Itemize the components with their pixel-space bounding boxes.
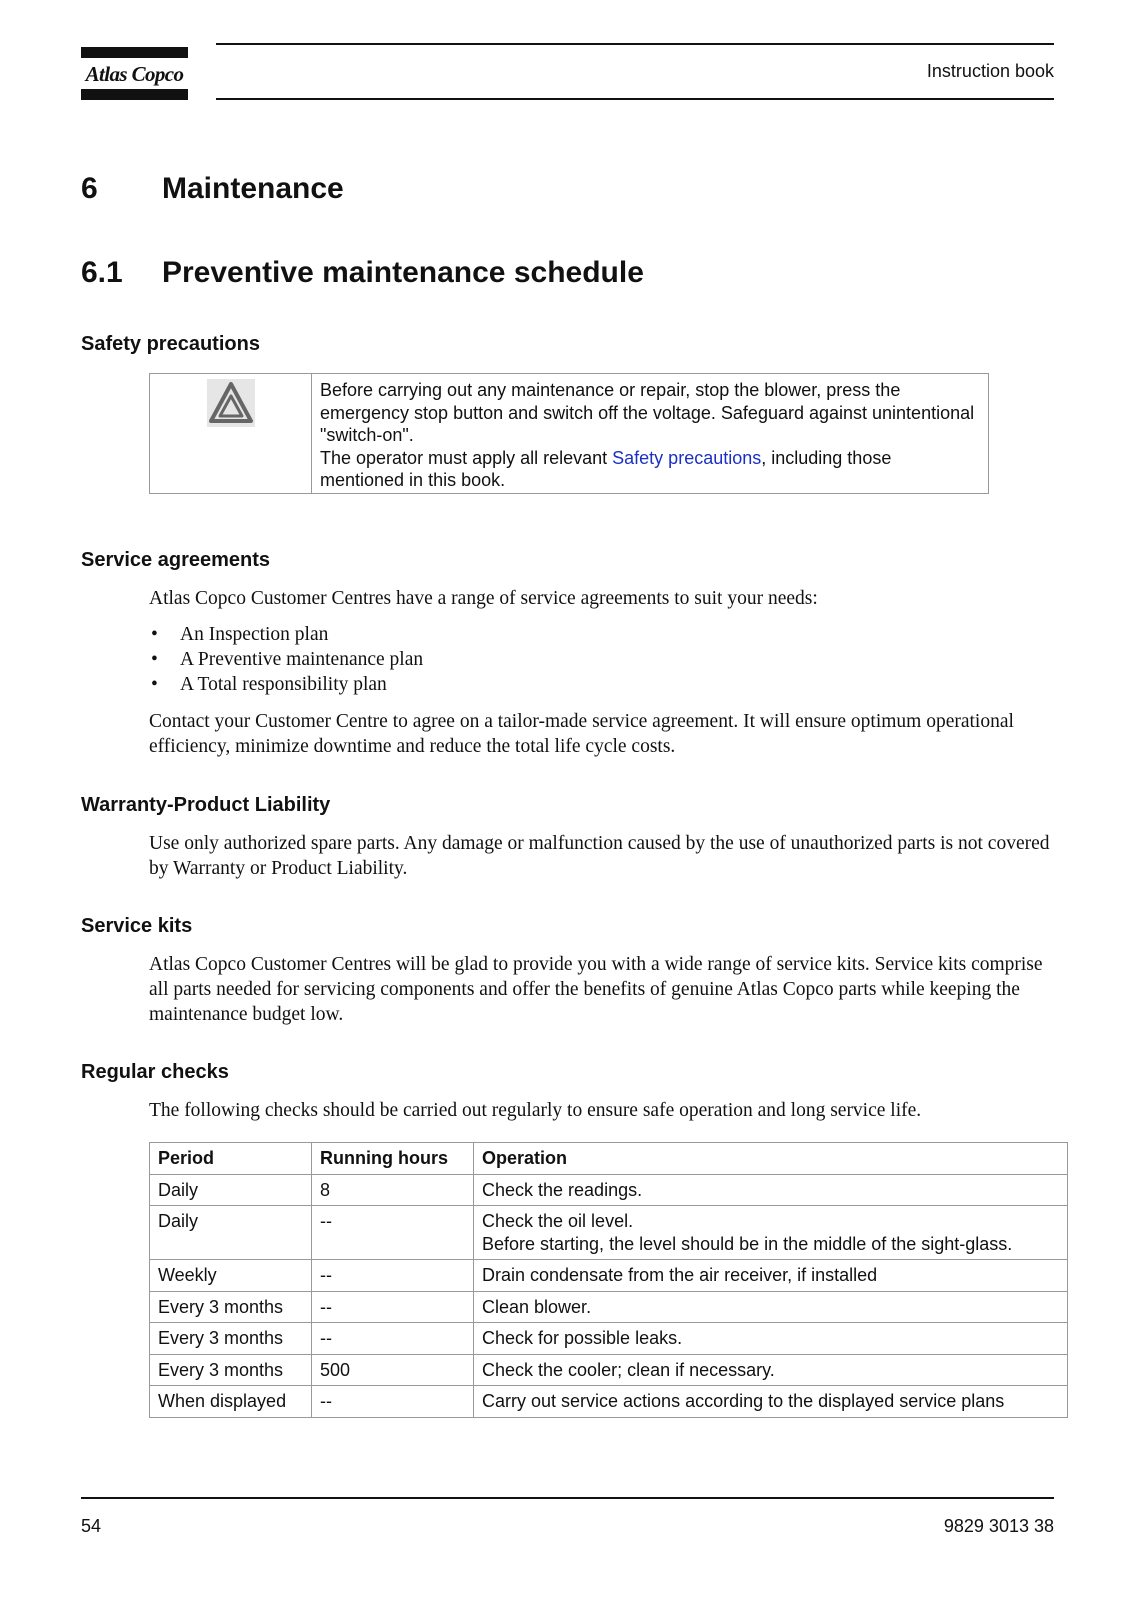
section-heading (81, 256, 644, 290)
cell-operation (474, 1206, 1068, 1260)
logo-bar-top (81, 47, 188, 58)
cell-hours: -- (312, 1323, 474, 1355)
cell-hours: -- (312, 1386, 474, 1418)
chapter-title: Maintenance (162, 172, 344, 205)
table-row (150, 1323, 1068, 1355)
column-header-period: Period (150, 1143, 312, 1175)
cell-operation: Check the cooler; clean if necessary. (474, 1354, 1068, 1386)
table-row (150, 1174, 1068, 1206)
atlas-copco-logo (81, 47, 188, 100)
cell-hours: -- (312, 1291, 474, 1323)
safety-notice-line2-start: The operator must apply all relevant (320, 447, 613, 468)
cell-period: Weekly (150, 1260, 312, 1292)
list-item: • An Inspection plan (151, 624, 329, 645)
chapter-number: 6 (81, 172, 98, 205)
service-agreements-intro: Atlas Copco Customer Centres have a range of service agreements to suit your needs: (149, 588, 818, 609)
cell-period: Every 3 months (150, 1323, 312, 1355)
header-rule-top (216, 43, 1054, 45)
cell-period: Every 3 months (150, 1354, 312, 1386)
cell-period: Daily (150, 1206, 312, 1260)
cell-operation-line1: Check the oil level. (482, 1211, 634, 1231)
list-item-label: A Total responsibility plan (180, 674, 387, 695)
service-kits-heading: Service kits (81, 915, 193, 937)
service-agreements-heading: Service agreements (81, 549, 271, 571)
cell-period: Every 3 months (150, 1291, 312, 1323)
table-header-row (150, 1143, 1068, 1175)
list-item-label: An Inspection plan (180, 624, 329, 645)
cell-hours: 8 (312, 1174, 474, 1206)
column-header-operation: Operation (474, 1143, 1068, 1175)
warning-triangle-icon (207, 379, 255, 427)
header-rule-bottom (216, 98, 1054, 100)
service-agreements-closing: Contact your Customer Centre to agree on a tailor-made service agreement. It will ensure optimum operational efficiency, minimize downtime and reduce the total life cycle costs. (149, 711, 1014, 757)
logo-bar-bottom (81, 89, 188, 100)
table-row (150, 1260, 1068, 1292)
regular-checks-intro: The following checks should be carried out regularly to ensure safe operation and long service life. (149, 1100, 922, 1121)
safety-notice-line1: Before carrying out any maintenance or repair, stop the blower, press the emergency stop button and switch off the voltage. Safeguard against unintentional "switch-on". (320, 380, 975, 445)
list-item: • A Preventive maintenance plan (151, 649, 424, 670)
warranty-text: Use only authorized spare parts. Any damage or malfunction caused by the use of unauthorized parts is not covered by Warranty or Product Liability. (149, 833, 1050, 879)
chapter-heading (81, 172, 344, 206)
safety-precautions-heading: Safety precautions (81, 333, 260, 355)
column-header-running-hours: Running hours (312, 1143, 474, 1175)
regular-checks-table (149, 1142, 1068, 1418)
safety-notice-text (312, 374, 988, 493)
page-number: 54 (81, 1516, 102, 1536)
safety-precautions-link[interactable]: Safety precautions (612, 447, 762, 468)
service-agreements-list (149, 622, 423, 697)
safety-icon-cell (150, 374, 312, 493)
document-number: 9829 3013 38 (943, 1516, 1054, 1536)
safety-notice-line2 (320, 447, 980, 492)
cell-period: Daily (150, 1174, 312, 1206)
section-title: Preventive maintenance schedule (162, 256, 644, 289)
safety-notice-box (149, 373, 989, 494)
warranty-heading: Warranty-Product Liability (81, 794, 331, 816)
section-number: 6.1 (81, 256, 123, 289)
table-row (150, 1354, 1068, 1386)
cell-operation: Check the readings. (474, 1174, 1068, 1206)
cell-operation: Clean blower. (474, 1291, 1068, 1323)
cell-hours: -- (312, 1206, 474, 1260)
cell-operation: Carry out service actions according to the displayed service plans (474, 1386, 1068, 1418)
service-kits-text: Atlas Copco Customer Centres will be glad to provide you with a wide range of service kits. Service kits comprise all parts needed for servicing components and offer the benefits of genuine Atlas Copco parts while keeping the maintenance budget low. (149, 954, 1043, 1025)
header-doc-type: Instruction book (926, 61, 1054, 81)
cell-hours: -- (312, 1260, 474, 1292)
safety-notice-line2-end: , including those mentioned in this book. (320, 447, 892, 490)
table-row (150, 1291, 1068, 1323)
cell-operation: Drain condensate from the air receiver, if installed (474, 1260, 1068, 1292)
cell-hours: 500 (312, 1354, 474, 1386)
regular-checks-heading: Regular checks (81, 1061, 229, 1083)
footer-rule (81, 1497, 1054, 1499)
table-row (150, 1386, 1068, 1418)
logo-wordmark: Atlas Copco (85, 62, 184, 86)
cell-operation-line2: Before starting, the level should be in the middle of the sight-glass. (482, 1233, 1013, 1254)
cell-period: When displayed (150, 1386, 312, 1418)
cell-operation: Check for possible leaks. (474, 1323, 1068, 1355)
table-row (150, 1206, 1068, 1260)
list-item-label: A Preventive maintenance plan (180, 649, 424, 670)
list-item: • A Total responsibility plan (151, 674, 387, 695)
